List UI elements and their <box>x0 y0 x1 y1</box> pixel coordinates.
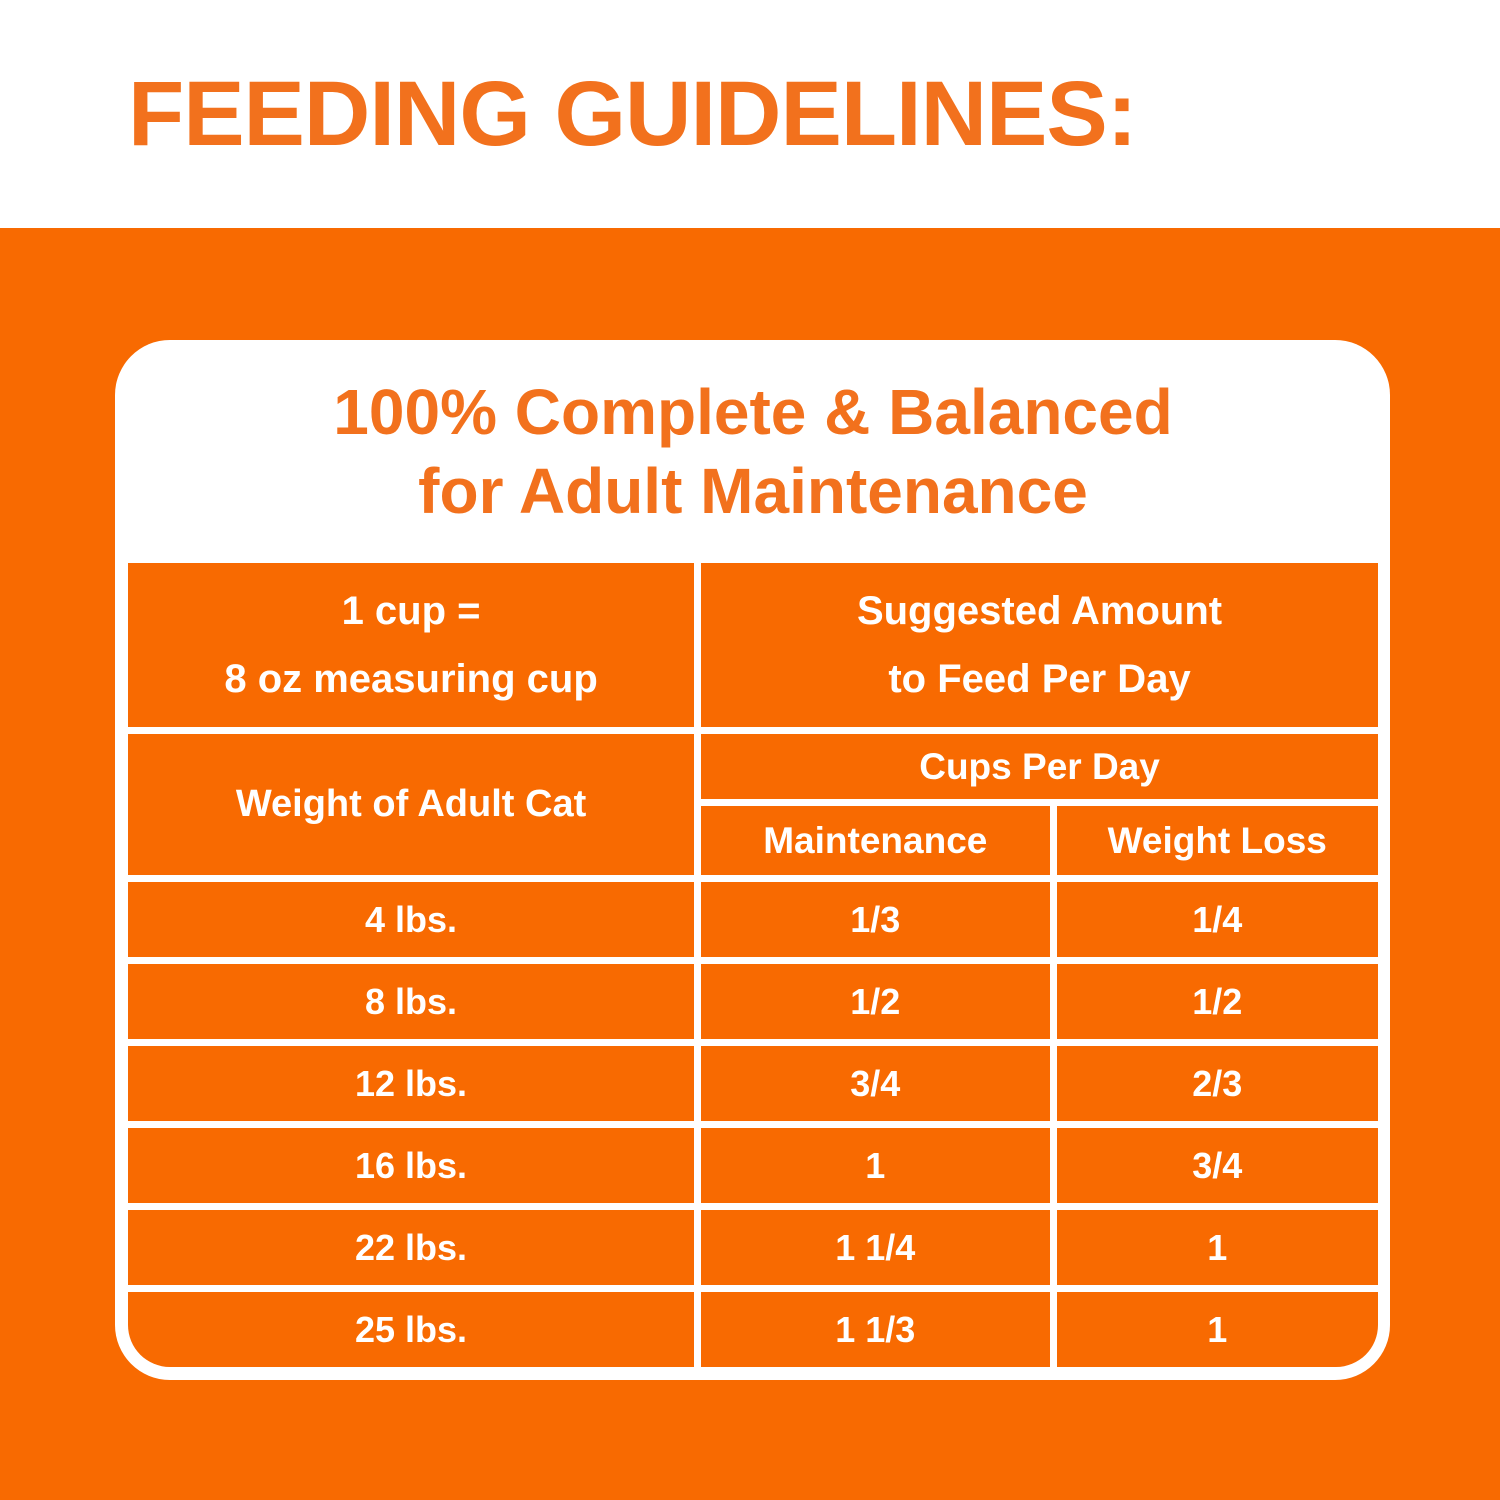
cup-note-line1: 1 cup = <box>341 589 481 633</box>
suggested-amount-line2: to Feed Per Day <box>888 657 1191 701</box>
weight-loss-value-cell: 2/3 <box>1057 1046 1378 1121</box>
weight-cell: 22 lbs. <box>128 1210 694 1285</box>
maintenance-value-cell: 3/4 <box>701 1046 1049 1121</box>
cup-note-line2: 8 oz measuring cup <box>224 657 598 701</box>
weight-loss-value-cell: 3/4 <box>1057 1128 1378 1203</box>
weight-cell: 16 lbs. <box>128 1128 694 1203</box>
weight-of-adult-cat-header: Weight of Adult Cat <box>128 734 694 875</box>
maintenance-value-cell: 1 1/4 <box>701 1210 1049 1285</box>
maintenance-value-cell: 1 <box>701 1128 1049 1203</box>
weight-loss-header: Weight Loss <box>1057 806 1378 875</box>
maintenance-value-cell: 1/3 <box>701 882 1049 957</box>
weight-cell: 25 lbs. <box>128 1292 694 1367</box>
cups-per-day-header: Cups Per Day <box>701 734 1378 799</box>
weight-loss-value-cell: 1/2 <box>1057 964 1378 1039</box>
feeding-table <box>128 563 1378 1367</box>
top-white-band <box>0 0 1500 228</box>
maintenance-value-cell: 1 1/3 <box>701 1292 1049 1367</box>
suggested-amount-line1: Suggested Amount <box>856 589 1223 633</box>
feeding-guidelines-heading: FEEDING GUIDELINES: <box>128 62 1137 165</box>
weight-loss-value-cell: 1 <box>1057 1292 1378 1367</box>
weight-loss-value-cell: 1/4 <box>1057 882 1378 957</box>
weight-cell: 4 lbs. <box>128 882 694 957</box>
weight-cell: 12 lbs. <box>128 1046 694 1121</box>
guidelines-card <box>115 340 1390 1380</box>
suggested-amount-cell <box>701 563 1378 727</box>
maintenance-header: Maintenance <box>701 806 1049 875</box>
card-title-line1: 100% Complete & Balanced <box>333 376 1173 449</box>
card-title <box>128 340 1378 563</box>
maintenance-value-cell: 1/2 <box>701 964 1049 1039</box>
weight-loss-value-cell: 1 <box>1057 1210 1378 1285</box>
weight-cell: 8 lbs. <box>128 964 694 1039</box>
card-title-line2: for Adult Maintenance <box>418 454 1088 527</box>
cup-note-cell <box>128 563 694 727</box>
